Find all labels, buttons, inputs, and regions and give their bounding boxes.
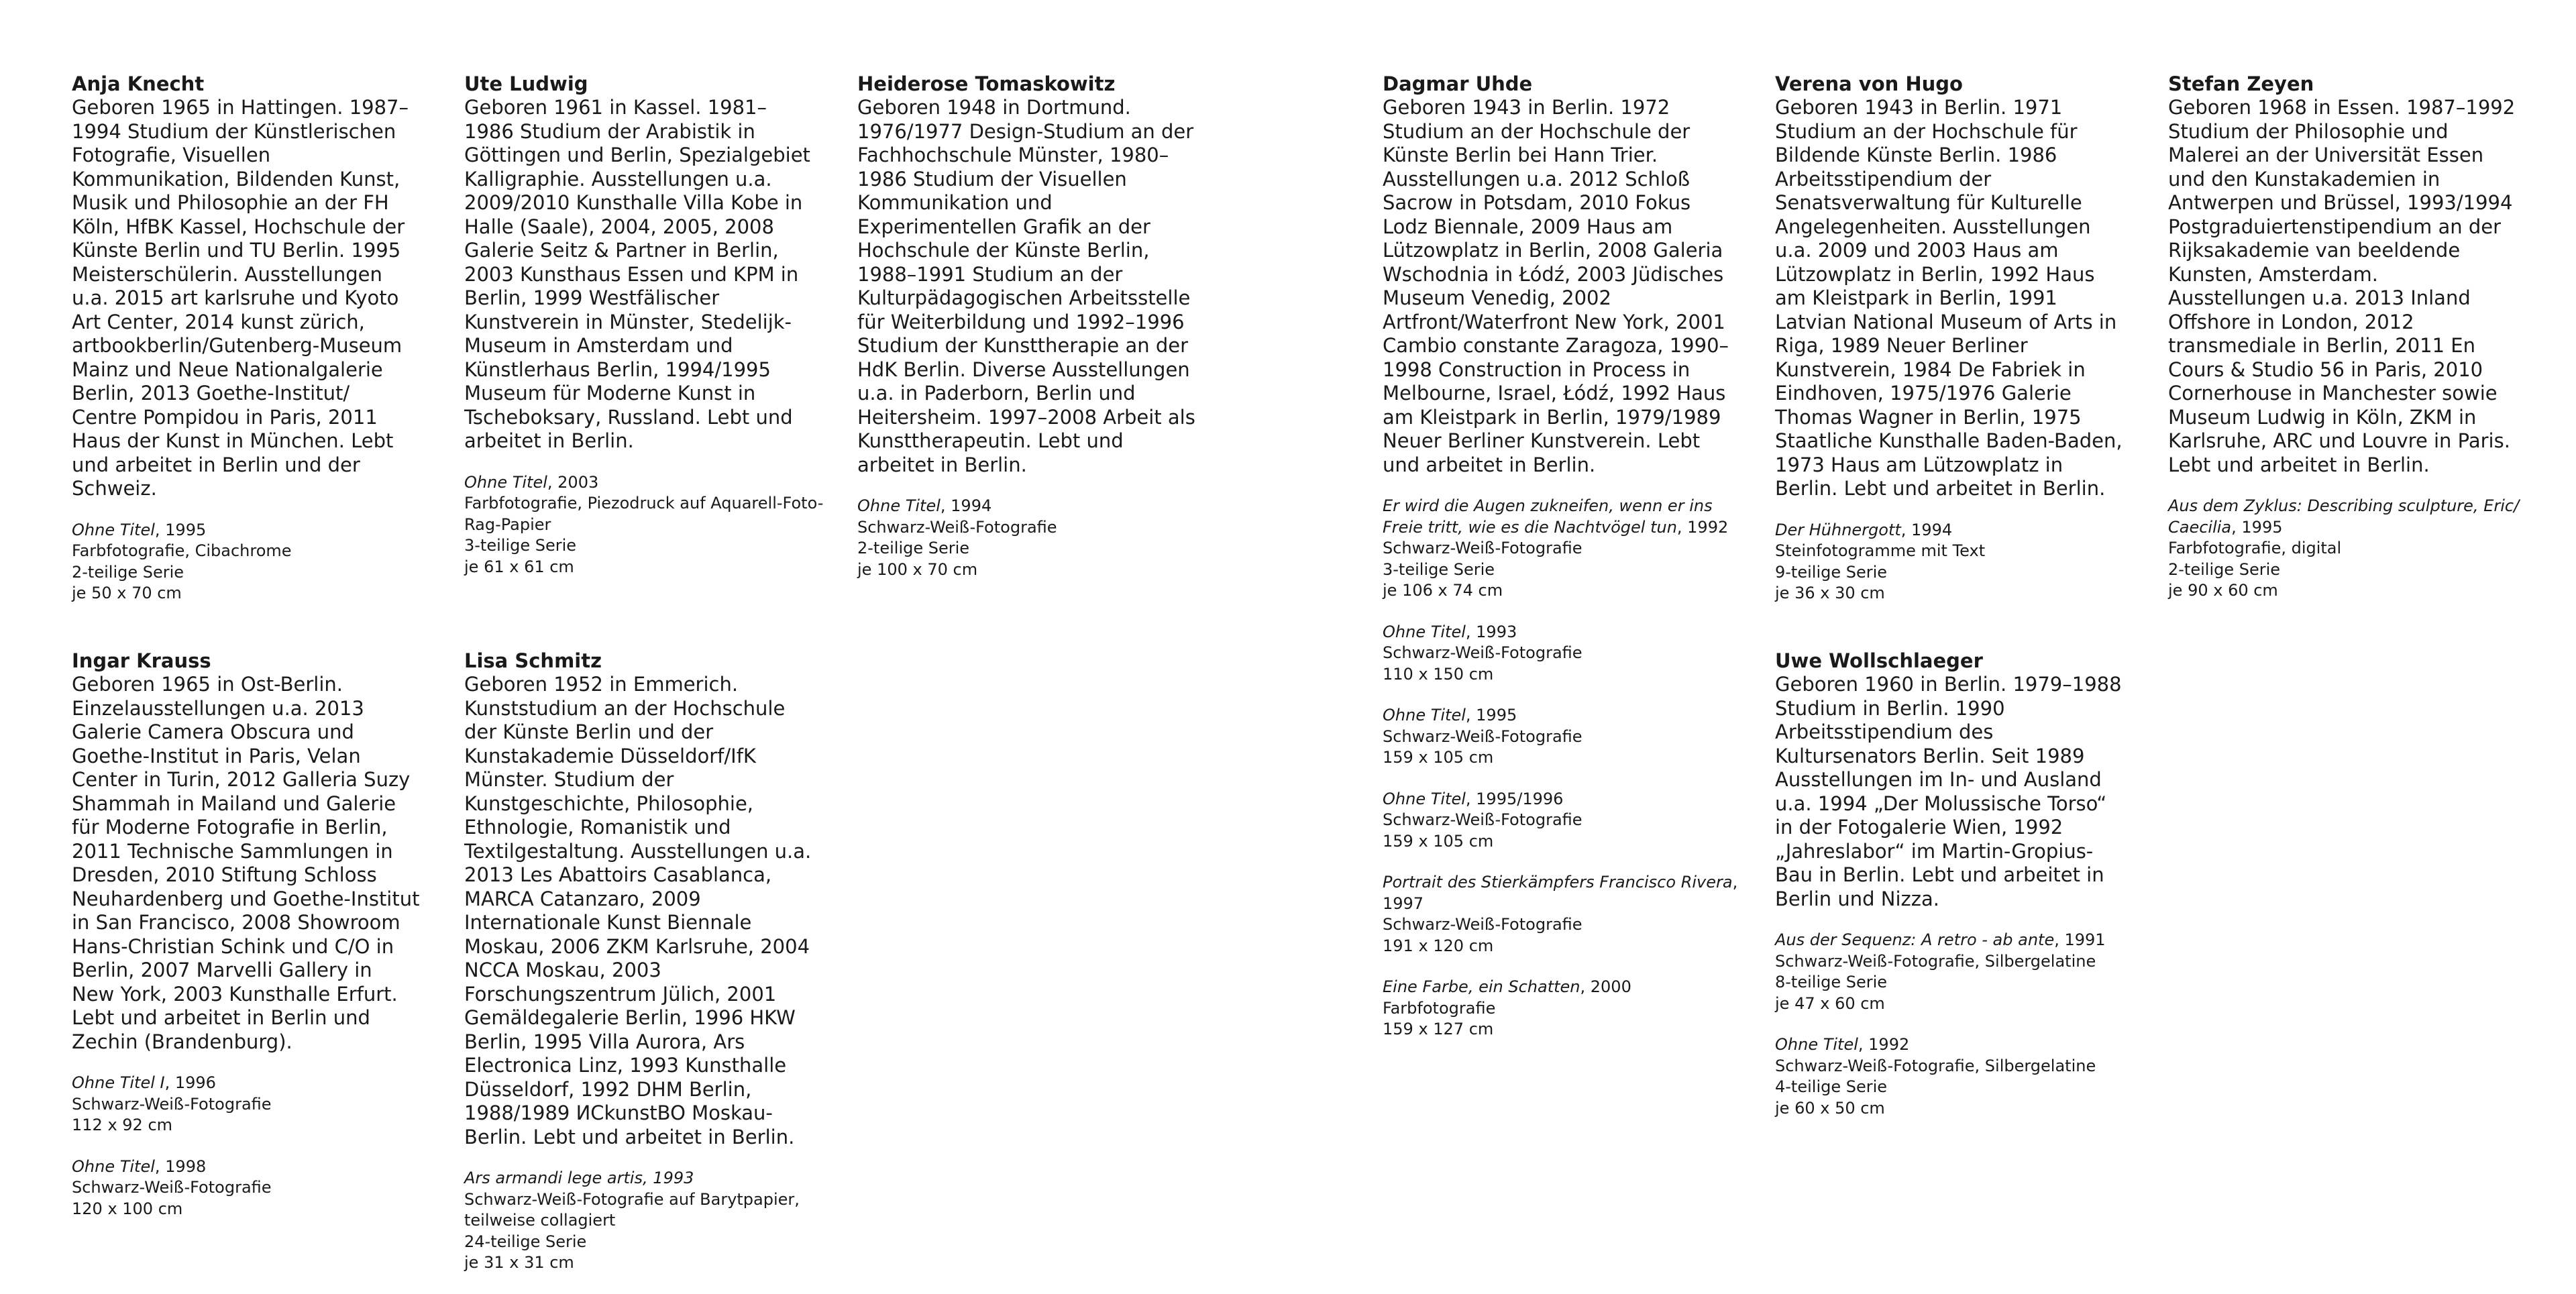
works-list [1383, 496, 1745, 1040]
work-title: Aus der Sequenz: A retro - ab ante [1775, 930, 2055, 949]
work-detail: 110 x 150 cm [1383, 664, 1494, 684]
work-detail: je 60 x 50 cm [1775, 1098, 1885, 1118]
work-detail: Schwarz-Weiß-Fotografie [72, 1094, 272, 1114]
works-list [72, 520, 434, 604]
work-title: Ohne Titel I [72, 1073, 165, 1092]
work-detail: Schwarz-Weiß-Fotografie [857, 517, 1057, 537]
artist-name: Dagmar Uhde [1383, 72, 1533, 95]
work-title-line [464, 1168, 826, 1189]
work-title-line [1775, 1034, 2137, 1056]
work-detail: 191 x 120 cm [1383, 936, 1494, 955]
work-detail: 120 x 100 cm [72, 1199, 183, 1218]
works-list [464, 1168, 826, 1274]
work-detail: je 47 x 60 cm [1775, 993, 1885, 1013]
work-entry [1383, 977, 1745, 1040]
work-title-line [1775, 520, 2137, 541]
work-detail: Schwarz-Weiß-Fotografie [1383, 643, 1582, 662]
work-detail: 9-teilige Serie [1775, 562, 1888, 582]
work-detail: je 90 x 60 cm [2168, 581, 2278, 600]
artist-block-verena-von-hugo [1775, 72, 2137, 625]
work-detail: je 106 x 74 cm [1383, 581, 1503, 600]
work-entry [857, 496, 1220, 580]
work-detail: 2-teilige Serie [2168, 559, 2281, 579]
artist-bio: Geboren 1965 in Hattingen. 1987–1994 Studium der Künstlerischen Fotografie, Visuellen Kommunikation, Bildenden Kunst, Musik und Philosophie an der FH Köln, HfBK Kassel, Hochschule der Künste Berlin und TU Berlin. 1995 Meisterschülerin. Ausstellungen u.a. 2015 art karlsruhe und Kyoto Art Center, 2014 kunst zürich, artbookberlin/Gutenberg-Museum Mainz und Neue Nationalgalerie Berlin, 2013 Goethe-Institut/ Centre Pompidou in Paris, 2011 Haus der Kunst in München. Lebt und arbeitet in Berlin und der Schweiz. [72, 96, 409, 500]
work-detail: 24-teilige Serie [464, 1232, 587, 1251]
work-title: Ohne Titel [464, 472, 547, 492]
work-detail: Farbfotografie [1383, 998, 1496, 1018]
work-title-line [72, 1073, 434, 1094]
work-title: Ohne Titel [72, 520, 155, 539]
work-title-line [2168, 496, 2530, 538]
work-title: Eine Farbe, ein Schatten [1383, 977, 1580, 996]
work-entry [1383, 496, 1745, 602]
work-title-line [857, 496, 1220, 517]
work-title-line [1383, 977, 1745, 998]
work-detail: Schwarz-Weiß-Fotografie [1383, 539, 1582, 557]
artist-block-stefan-zeyen [2168, 72, 2530, 622]
artist-block-uwe-wollschlaeger [1775, 649, 2137, 1139]
artist-block-dagmar-uhde [1383, 72, 1745, 1061]
artist-name: Ingar Krauss [72, 649, 211, 672]
work-detail: 3-teilige Serie [464, 536, 577, 555]
work-title-line [1383, 622, 1745, 643]
work-detail: Schwarz-Weiß-Fotografie [1383, 726, 1582, 746]
work-year: , 1993 [1465, 622, 1517, 641]
work-title: Portrait des Stierkämpfers Francisco Rivera [1383, 873, 1733, 892]
artist-name: Stefan Zeyen [2168, 72, 2314, 95]
work-title: Ohne Titel [1775, 1035, 1858, 1054]
works-list [857, 496, 1220, 580]
work-year: , 1995 [154, 520, 207, 539]
work-detail: 4-teilige Serie [1775, 1077, 1888, 1096]
work-detail: 159 x 105 cm [1383, 831, 1494, 851]
works-list [72, 1073, 434, 1220]
artist-block-ingar-krauss [72, 649, 434, 1240]
artist-block-heiderose-tomaskowitz [857, 72, 1220, 600]
work-title-line [1383, 496, 1745, 538]
work-entry [1775, 1034, 2137, 1119]
work-detail: Schwarz-Weiß-Fotografie auf Barytpapier, teilweise collagiert [464, 1189, 800, 1230]
work-detail: 2-teilige Serie [72, 562, 184, 582]
work-year: , 1994 [1900, 520, 1953, 539]
artist-block-lisa-schmitz [464, 649, 826, 1294]
work-detail: Schwarz-Weiß-Fotografie, Silbergelatine [1775, 1056, 2096, 1075]
work-year: , 1996 [164, 1073, 216, 1092]
work-year: , 1997 [1383, 873, 1738, 913]
work-detail: 159 x 105 cm [1383, 748, 1494, 767]
work-entry [72, 520, 434, 604]
work-detail: Schwarz-Weiß-Fotografie [1383, 810, 1582, 829]
work-entry [1383, 872, 1745, 957]
work-detail: je 31 x 31 cm [464, 1253, 574, 1272]
work-year: , 1992 [1858, 1035, 1910, 1054]
work-year: , 2003 [547, 472, 599, 492]
work-title-line [72, 1156, 434, 1178]
works-list [464, 472, 826, 578]
work-year: , 1998 [154, 1156, 207, 1176]
work-detail: Farbfotografie, digital [2168, 539, 2342, 557]
work-detail: Schwarz-Weiß-Fotografie [1383, 915, 1582, 934]
work-detail: Farbfotografie, Piezodruck auf Aquarell-Foto-Rag-Papier [464, 494, 824, 534]
artist-name: Verena von Hugo [1775, 72, 1963, 95]
work-entry [1775, 930, 2137, 1014]
work-title: Ars armandi lege artis, 1993 [464, 1169, 694, 1187]
work-entry [1383, 705, 1745, 769]
work-title: Er wird die Augen zukneifen, wenn er ins Freie tritt, wie es die Nachtvögel tun [1383, 496, 1713, 537]
work-title-line [1383, 789, 1745, 810]
work-detail: je 100 x 70 cm [857, 559, 978, 579]
work-entry [464, 1168, 826, 1274]
work-detail: je 36 x 30 cm [1775, 584, 1885, 602]
work-detail: 159 x 127 cm [1383, 1020, 1494, 1038]
work-title: Ohne Titel [1383, 789, 1466, 808]
work-detail: Farbfotografie, Cibachrome [72, 541, 292, 560]
artist-bio: Geboren 1943 in Berlin. 1971 Studium an der Hochschule für Bildende Künste Berlin. 1986 Arbeitsstipendium der Senatsverwaltung für Kulturelle Angelegenheiten. Ausstellungen u.a. 2009 und 2003 Haus am Lützowplatz in Berlin, 1992 Haus am Kleistpark in Berlin, 1991 Latvian National Museum of Arts in Riga, 1989 Neuer Berliner Kunstverein, 1984 De Fabriek in Eindhoven, 1975/1976 Galerie Thomas Wagner in Berlin, 1975 Staatliche Kunsthalle Baden-Baden, 1973 Haus am Lützowplatz in Berlin. Lebt und arbeitet in Berlin. [1775, 96, 2123, 500]
work-detail: Schwarz-Weiß-Fotografie [72, 1178, 272, 1197]
works-list [1775, 930, 2137, 1119]
work-detail: 2-teilige Serie [857, 539, 970, 557]
artist-bio: Geboren 1965 in Ost-Berlin. Einzelausstellungen u.a. 2013 Galerie Camera Obscura und Goethe-Institut in Paris, Velan Center in Turin, 2012 Galleria Suzy Shammah in Mailand und Galerie für Moderne Fotografie in Berlin, 2011 Technische Sammlungen in Dresden, 2010 Stiftung Schloss Neuhardenberg und Goethe-Institut in San Francisco, 2008 Showroom Hans-Christian Schink und C/O in Berlin, 2007 Marvelli Gallery in New York, 2003 Kunsthalle Erfurt. Lebt und arbeitet in Berlin und Zechin (Brandenburg). [72, 673, 420, 1053]
artist-bio: Geboren 1960 in Berlin. 1979–1988 Studium in Berlin. 1990 Arbeitsstipendium des Kultursenators Berlin. Seit 1989 Ausstellungen im In- und Ausland u.a. 1994 „Der Molussische Torso“ in der Fotogalerie Wien, 1992 „Jahreslabor“ im Martin-Gropius-Bau in Berlin. Lebt und arbeitet in Berlin und Nizza. [1775, 673, 2122, 910]
artist-name: Lisa Schmitz [464, 649, 602, 672]
work-year: , 1995 [1465, 706, 1517, 724]
artist-bio: Geboren 1968 in Essen. 1987–1992 Studium der Philosophie und Malerei an der Universität Essen und den Kunstakademien in Antwerpen und Brüssel, 1993/1994 Postgraduiertenstipendium an der Rijksakademie van beeldende Kunsten, Amsterdam. Ausstellungen u.a. 2013 Inland Offshore in London, 2012 transmediale in Berlin, 2011 En Cours & Studio 56 in Paris, 2010 Cornerhouse in Manchester sowie Museum Ludwig in Köln, ZKM in Karlsruhe, ARC und Louvre in Paris. Lebt und arbeitet in Berlin. [2168, 96, 2516, 476]
work-entry [2168, 496, 2530, 602]
work-title-line [464, 472, 826, 494]
work-year: , 1994 [940, 496, 992, 515]
work-year: , 1995 [2231, 517, 2283, 537]
artist-name: Anja Knecht [72, 72, 205, 95]
work-detail: je 61 x 61 cm [464, 557, 574, 576]
work-entry [72, 1156, 434, 1220]
artist-block-anja-knecht [72, 72, 434, 625]
work-detail: Steinfotogramme mit Text [1775, 541, 1986, 560]
works-list [1775, 520, 2137, 604]
work-year: , 1995/1996 [1465, 789, 1564, 808]
work-year: , 1991 [2054, 930, 2106, 949]
work-title: Der Hühnergott [1775, 520, 1901, 539]
work-detail: je 50 x 70 cm [72, 584, 182, 602]
work-title: Ohne Titel [1383, 622, 1466, 641]
work-year: , 2000 [1580, 977, 1631, 996]
work-year: , 1992 [1676, 517, 1729, 537]
work-entry [1383, 622, 1745, 686]
artist-block-ute-ludwig [464, 72, 826, 598]
artist-bio: Geboren 1943 in Berlin. 1972 Studium an der Hochschule der Künste Berlin bei Hann Trier. Ausstellungen u.a. 2012 Schloß Sacrow in Potsdam, 2010 Fokus Lodz Biennale, 2009 Haus am Lützowplatz in Berlin, 2008 Galeria Wschodnia in Łódź, 2003 Jüdisches Museum Venedig, 2002 Artfront/Waterfront New York, 2001 Cambio constante Zaragoza, 1990–1998 Construction in Process in Melbourne, Israel, Łódź, 1992 Haus am Kleistpark in Berlin, 1979/1989 Neuer Berliner Kunstverein. Lebt und arbeitet in Berlin. [1383, 96, 1729, 476]
work-detail: 3-teilige Serie [1383, 559, 1495, 579]
work-title: Aus dem Zyklus: Describing sculpture, Eric/ Caecilia [2168, 496, 2520, 537]
artist-name: Heiderose Tomaskowitz [857, 72, 1116, 95]
artist-bio: Geboren 1948 in Dortmund. 1976/1977 Design-Studium an der Fachhochschule Münster, 1980–1986 Studium der Visuellen Kommunikation und Experimentellen Grafik an der Hochschule der Künste Berlin, 1988–1991 Studium an der Kulturpädagogischen Arbeitsstelle für Weiterbildung und 1992–1996 Studium der Kunsttherapie an der HdK Berlin. Diverse Ausstellungen u.a. in Paderborn, Berlin und Heitersheim. 1997–2008 Arbeit als Kunsttherapeutin. Lebt und arbeitet in Berlin. [857, 96, 1195, 476]
work-detail: 8-teilige Serie [1775, 973, 1888, 991]
work-entry [1383, 789, 1745, 853]
work-title: Ohne Titel [1383, 706, 1466, 724]
work-title-line [1775, 930, 2137, 951]
work-entry [1775, 520, 2137, 604]
artist-bio: Geboren 1952 in Emmerich. Kunststudium an der Hochschule der Künste Berlin und der Kunstakademie Düsseldorf/IfK Münster. Studium der Kunstgeschichte, Philosophie, Ethnologie, Romanistik und Textilgestaltung. Ausstellungen u.a. 2013 Les Abattoirs Casablanca, MARCA Catanzaro, 2009 Internationale Kunst Biennale Moskau, 2006 ZKM Karlsruhe, 2004 NCCA Moskau, 2003 Forschungszentrum Jülich, 2001 Gemäldegalerie Berlin, 1996 HKW Berlin, 1995 Villa Aurora, Ars Electronica Linz, 1993 Kunsthalle Düsseldorf, 1992 DHM Berlin, 1988/1989 ИСkunstBO Moskau-Berlin. Lebt und arbeitet in Berlin. [464, 673, 812, 1148]
work-entry [72, 1073, 434, 1136]
artist-name: Ute Ludwig [464, 72, 588, 95]
artist-bio: Geboren 1961 in Kassel. 1981–1986 Studium der Arabistik in Göttingen und Berlin, Spezialgebiet Kalligraphie. Ausstellungen u.a. 2009/2010 Kunsthalle Villa Kobe in Halle (Saale), 2004, 2005, 2008 Galerie Seitz & Partner in Berlin, 2003 Kunsthaus Essen und KPM in Berlin, 1999 Westfälischer Kunstverein in Münster, Stedelijk-Museum in Amsterdam und Künstlerhaus Berlin, 1994/1995 Museum für Moderne Kunst in Tscheboksary, Russland. Lebt und arbeitet in Berlin. [464, 96, 810, 452]
work-title-line [72, 520, 434, 541]
work-detail: Schwarz-Weiß-Fotografie, Silbergelatine [1775, 951, 2096, 971]
works-list [2168, 496, 2530, 602]
work-title-line [1383, 872, 1745, 914]
work-title: Ohne Titel [72, 1156, 155, 1176]
work-entry [464, 472, 826, 578]
work-detail: 112 x 92 cm [72, 1116, 173, 1134]
work-title-line [1383, 705, 1745, 726]
work-title: Ohne Titel [857, 496, 941, 515]
artist-name: Uwe Wollschlaeger [1775, 649, 1983, 672]
